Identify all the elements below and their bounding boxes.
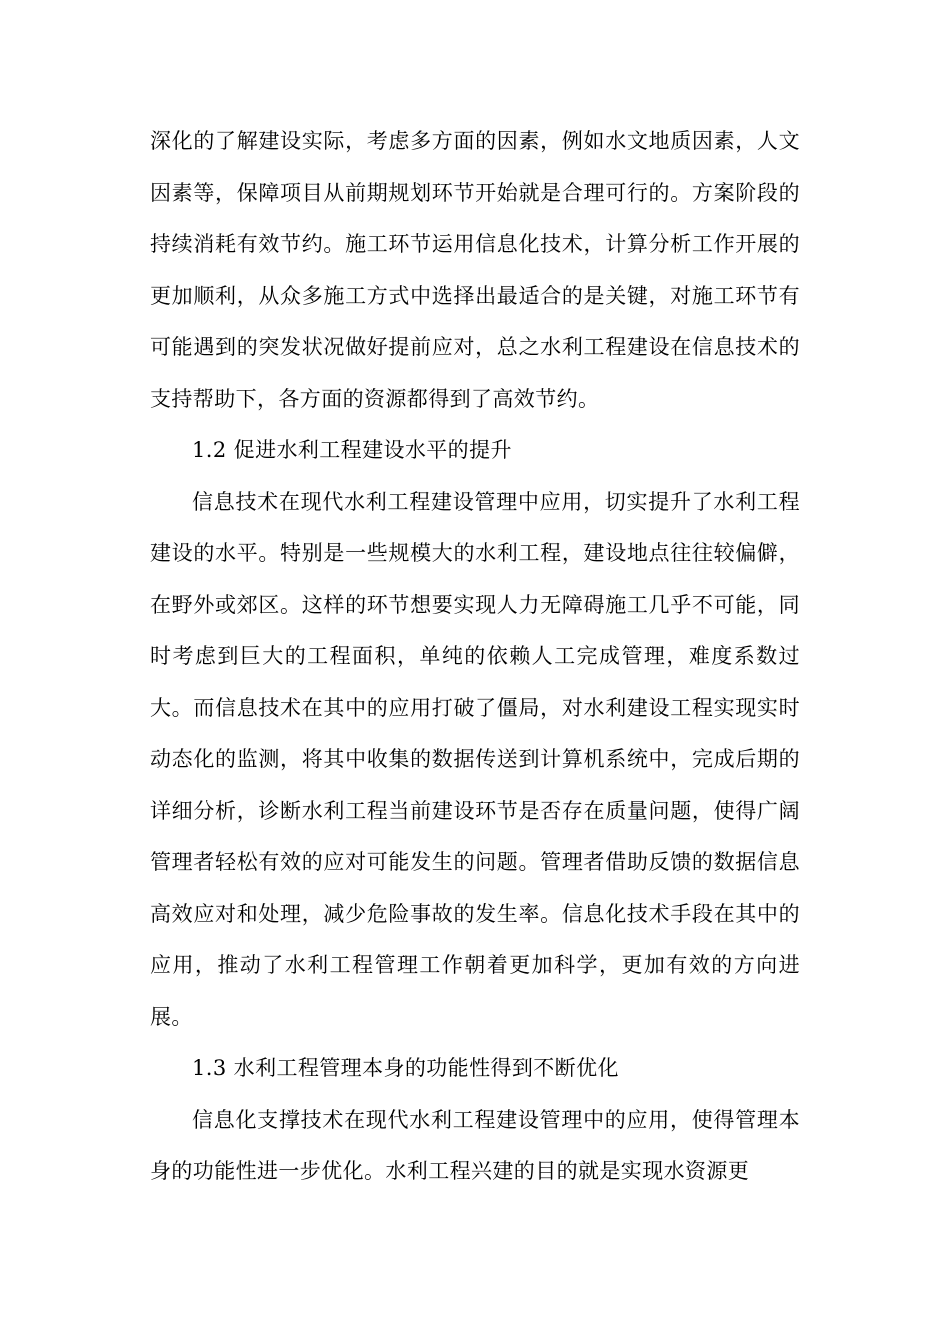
- section-heading-1-2: 1.2 促进水利工程建设水平的提升: [192, 438, 512, 462]
- paragraph-section-1-3: 信息化支撑技术在现代水利工程建设管理中的应用，使得管理本身的功能性进一步优化。水利工程兴建的目的就是实现水资源更: [150, 1107, 800, 1183]
- document-body: [150, 116, 800, 1198]
- section-heading-1-3: 1.3 水利工程管理本身的功能性得到不断优化: [192, 1056, 619, 1080]
- paragraph-section-1-2: 信息技术在现代水利工程建设管理中应用，切实提升了水利工程建设的水平。特别是一些规模大的水利工程，建设地点往往较偏僻，在野外或郊区。这样的环节想要实现人力无障碍施工几乎不可能，同时考虑到巨大的工程面积，单纯的依赖人工完成管理，难度系数过大。而信息技术在其中的应用打破了僵局，对水利建设工程实现实时动态化的监测，将其中收集的数据传送到计算机系统中，完成后期的详细分析，诊断水利工程当前建设环节是否存在质量问题，使得广阔管理者轻松有效的应对可能发生的问题。管理者借助反馈的数据信息高效应对和处理，减少危险事故的发生率。信息化技术手段在其中的应用，推动了水利工程管理工作朝着更加科学，更加有效的方向进展。: [150, 489, 800, 1029]
- paragraph-continuation: 深化的了解建设实际，考虑多方面的因素，例如水文地质因素，人文因素等，保障项目从前期规划环节开始就是合理可行的。方案阶段的持续消耗有效节约。施工环节运用信息化技术，计算分析工作开展的更加顺利，从众多施工方式中选择出最适合的是关键，对施工环节有可能遇到的突发状况做好提前应对，总之水利工程建设在信息技术的支持帮助下，各方面的资源都得到了高效节约。: [150, 129, 800, 411]
